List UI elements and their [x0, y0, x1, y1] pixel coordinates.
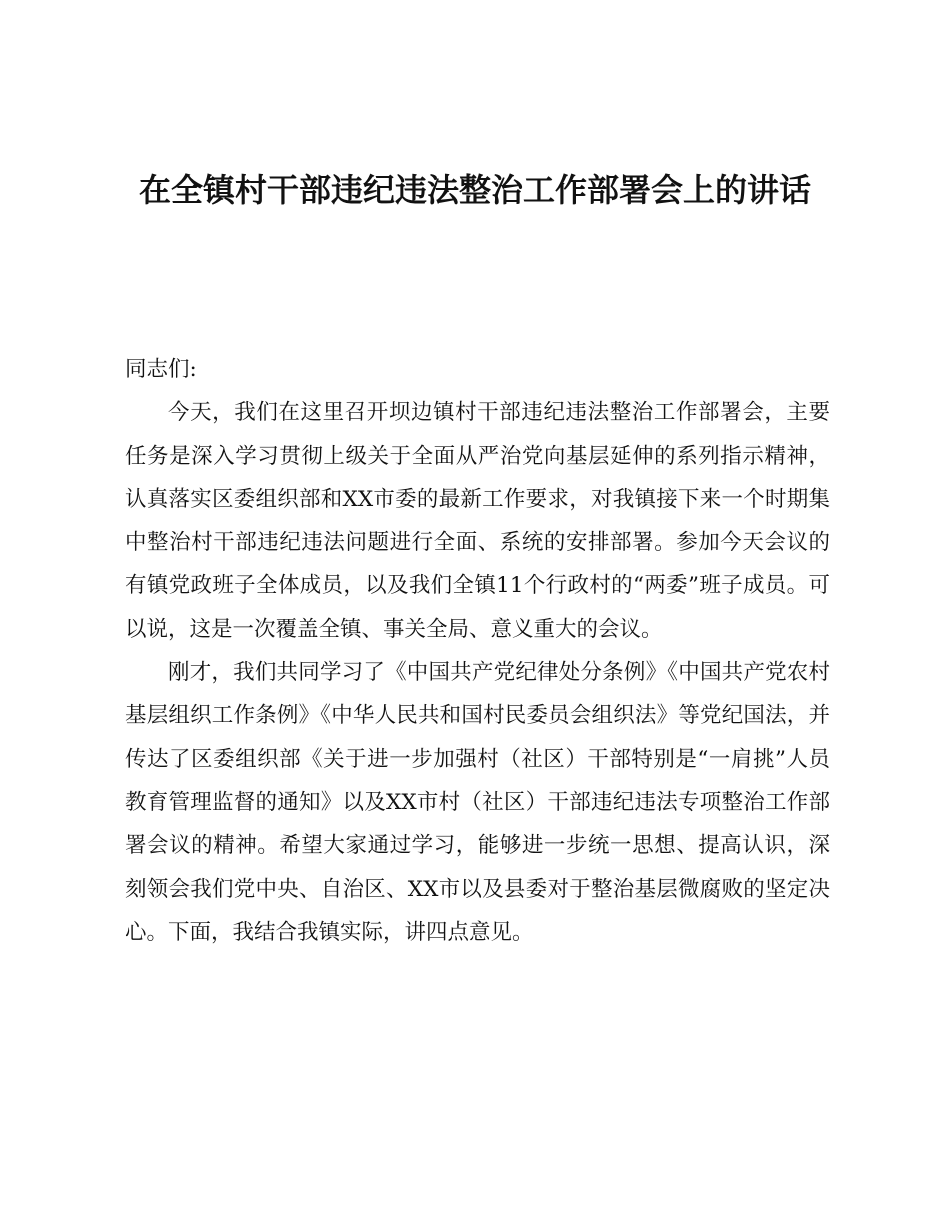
paragraph-1: 今天，我们在这里召开坝边镇村干部违纪违法整治工作部署会，主要任务是深入学习贯彻上级关于全面从严治党向基层延伸的系列指示精神，认真落实区委组织部和XX市委的最新工作要求，对我镇接下来一个时期集中整治村干部违纪违法问题进行全面、系统的安排部署。参加今天会议的有镇党政班子全体成员，以及我们全镇11个行政村的“两委”班子成员。可以说，这是一次覆盖全镇、事关全局、意义重大的会议。 [125, 400, 830, 642]
paragraph-2: 刚才，我们共同学习了《中国共产党纪律处分条例》《中国共产党农村基层组织工作条例》《中华人民共和国村民委员会组织法》等党纪国法，并传达了区委组织部《关于进一步加强村（社区）干部特别是“一肩挑”人员教育管理监督的通知》以及XX市村（社区）干部违纪违法专项整治工作部署会议的精神。希望大家通过学习，能够进一步统一思想、提高认识，深刻领会我们党中央、自治区、XX市以及县委对于整治基层微腐败的坚定决心。下面，我结合我镇实际，讲四点意见。 [125, 660, 830, 945]
document-body [125, 348, 830, 954]
document-title: 在全镇村干部违纪违法整治工作部署会上的讲话 [138, 171, 811, 209]
salutation: 同志们: [125, 357, 197, 382]
